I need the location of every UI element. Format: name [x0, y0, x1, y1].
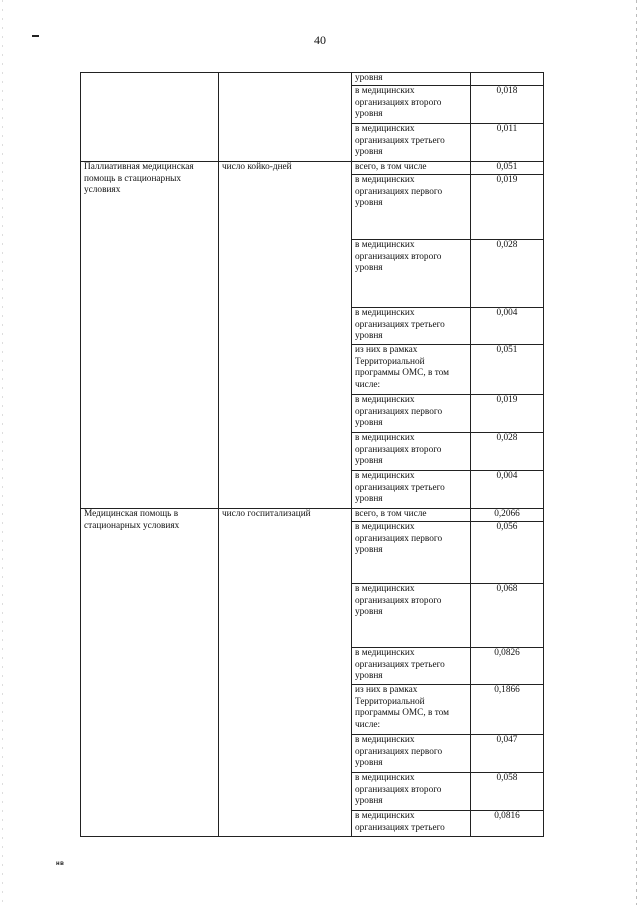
- level-cell: из них в рамках Территориальной программы ОМС, в том числе:: [352, 685, 471, 735]
- level-cell: всего, в том числе: [352, 509, 471, 522]
- margin-dash-mark: [32, 35, 39, 37]
- level-cell: в медицинских организациях третьего: [352, 811, 471, 837]
- level-cell: в медицинских организациях второго уровня: [352, 86, 471, 124]
- level-cell: в медицинских организациях второго уровня: [352, 584, 471, 648]
- value-cell: [471, 73, 544, 86]
- scan-edge-right: [636, 0, 637, 905]
- level-cell: в медицинских организациях третьего уровня: [352, 471, 471, 509]
- value-cell: 0,0826: [471, 648, 544, 685]
- level-cell: в медицинских организациях первого уровня: [352, 735, 471, 773]
- value-cell: 0,018: [471, 86, 544, 124]
- level-cell: в медицинских организациях первого уровня: [352, 175, 471, 240]
- value-cell: 0,047: [471, 735, 544, 773]
- unit-cell: [219, 73, 352, 162]
- volume-table: [80, 72, 544, 837]
- page-number: 40: [314, 33, 326, 47]
- care-type-cell: Медицинская помощь в стационарных условиях: [81, 509, 219, 837]
- level-cell: в медицинских организациях первого уровня: [352, 395, 471, 433]
- level-cell: в медицинских организациях второго уровня: [352, 433, 471, 471]
- level-cell: в медицинских организациях второго уровня: [352, 240, 471, 308]
- table-row: [81, 73, 544, 86]
- level-cell: в медицинских организациях третьего уровня: [352, 308, 471, 345]
- value-cell: 0,1866: [471, 685, 544, 735]
- value-cell: 0,0816: [471, 811, 544, 837]
- value-cell: 0,058: [471, 773, 544, 811]
- footer-mark: нв: [56, 861, 65, 867]
- value-cell: 0,2066: [471, 509, 544, 522]
- level-cell: уровня: [352, 73, 471, 86]
- unit-cell: число койко-дней: [219, 162, 352, 509]
- value-cell: 0,056: [471, 522, 544, 584]
- scan-edge-left: [2, 0, 3, 905]
- unit-cell: число госпитализаций: [219, 509, 352, 837]
- level-cell: из них в рамках Территориальной программы ОМС, в том числе:: [352, 345, 471, 395]
- level-cell: в медицинских организациях второго уровня: [352, 773, 471, 811]
- value-cell: 0,051: [471, 162, 544, 175]
- level-cell: в медицинских организациях третьего уровня: [352, 648, 471, 685]
- value-cell: 0,019: [471, 175, 544, 240]
- value-cell: 0,019: [471, 395, 544, 433]
- care-type-cell: [81, 73, 219, 162]
- table-row: [81, 509, 544, 522]
- level-cell: всего, в том числе: [352, 162, 471, 175]
- value-cell: 0,028: [471, 240, 544, 308]
- level-cell: в медицинских организациях первого уровня: [352, 522, 471, 584]
- level-cell: в медицинских организациях третьего уровня: [352, 124, 471, 162]
- care-type-cell: Паллиативная медицинская помощь в стационарных условиях: [81, 162, 219, 509]
- value-cell: 0,011: [471, 124, 544, 162]
- value-cell: 0,068: [471, 584, 544, 648]
- table-row: [81, 162, 544, 175]
- value-cell: 0,004: [471, 471, 544, 509]
- value-cell: 0,004: [471, 308, 544, 345]
- value-cell: 0,028: [471, 433, 544, 471]
- value-cell: 0,051: [471, 345, 544, 395]
